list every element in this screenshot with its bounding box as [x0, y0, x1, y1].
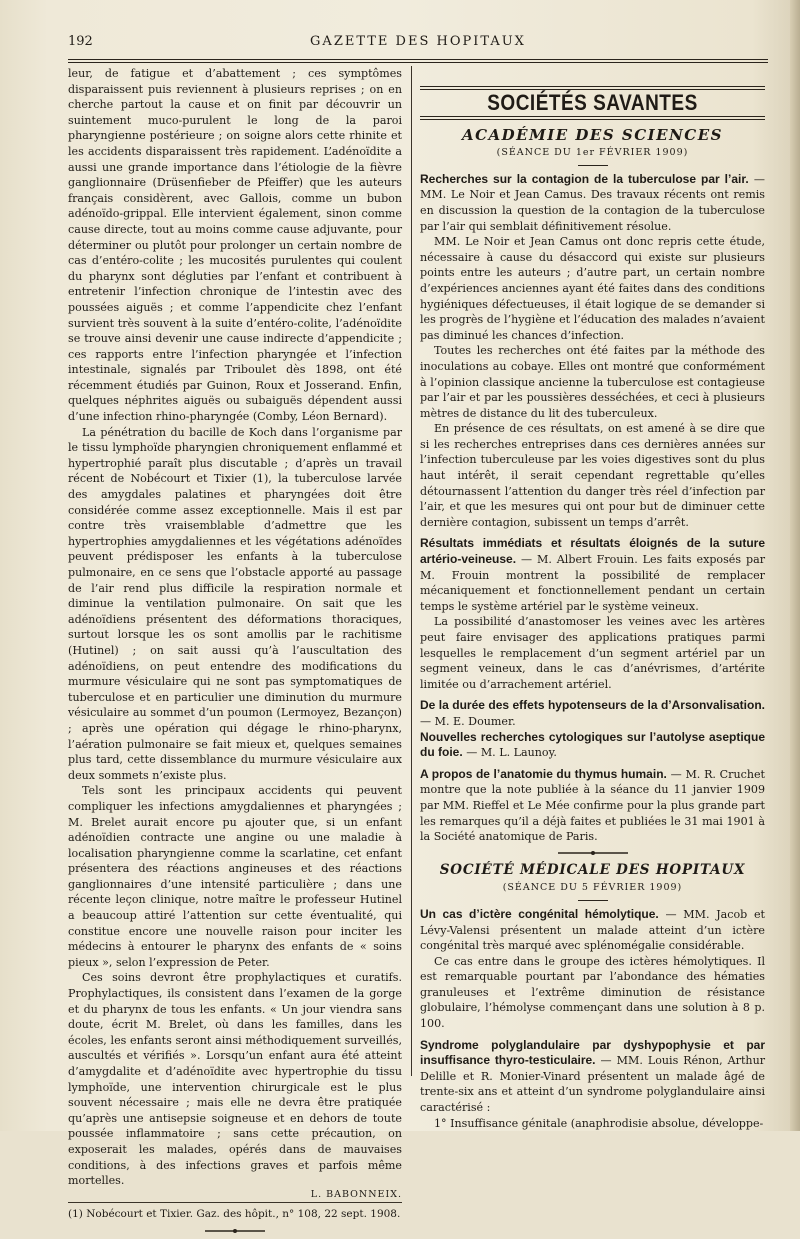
paragraph: Toutes les recherches ont été faites par la méthode des inoculations au cobaye. Elles ont montré que conformément à l’opinion classique ancienne la tuberculose est contagieuse par l’air et par les poussières desséchées, et ceci à plusieurs mètres de distance du lit des tuberculeux.: [420, 344, 765, 420]
paragraph: leur, de fatigue et d’abattement ; ces symptômes disparaissent puis reviennent à plusieurs reprises ; on en cherche partout la cause et on finit par découvrir un suintement muco-purulent le long de la paroi pharyngienne postérieure ; on soigne alors cette rhinite et les accidents disparaissent très rapidement. L’adénoïdite a aussi une grande importance dans l’étiologie de la fièvre ganglionnaire (Drüsenfieber de Pfeiffer) que les auteurs français considèrent, avec Gallois, comme un bubon adénoïdo-grippal. Elle intervient également, sinon comme cause directe, tout au moins comme cause adjuvante, pour déterminer ou plutôt pour prolonger un certain nombre de cas d’entéro-colite ; les mucosités purulentes qui coulent du pharynx sont dégluties par l’enfant et contribuent à entretenir l’infection chronique de l’intestin avec des poussées aiguës ; et comme l’appendicite chez l’enfant survient très souvent à la suite d’entéro-colite, l’adénoïdite se trouve ainsi devenir une cause indirecte d’appendicite ; ces rapports entre l’infection pharyngée et l’infection intestinale, signalés par Triboulet dès 1898, ont été récemment étudiés par Guinon, Roux et Josserand. Enfin, quelques néphrites aiguës ou subaiguës dépendent aussi d’une infection rhino-pharyngée (Comby, Léon Bernard).: [68, 67, 402, 424]
society-title: SOCIÉTÉ MÉDICALE DES HOPITAUX: [439, 861, 746, 878]
short-rule: [578, 165, 608, 166]
page-edge: [790, 0, 800, 1131]
paragraph: La pénétration du bacille de Koch dans l’organisme par le tissu lymphoïde pharyngien chroniquement enflammé et hypertrophié paraît plus discutable ; d’après un travail récent de Nobécourt et Tixier (1), la tuberculose larvée des amygdales palatines et pharyngées doit être considérée comme assez exceptionnelle. Mais il est par contre très vraisemblable d’admettre que les hypertrophies amygdaliennes et les végétations adénoïdes peuvent prédisposer les enfants à la tuberculose pulmonaire, en ce sens que l’obstacle apporté au passage de l’air rend plus difficile la respiration normale et diminue la ventilation pulmonaire. On sait que les adénoïdiens présentent des déformations thoraciques, surtout lorsque les os sont amollis par le rachitisme (Hutinel) ; on sait aussi qu’à l’auscultation des adénoïdiens, on peut entendre des modifications du murmure vésiculaire qui ne sont pas symptomatiques de tuberculose et en particulier une diminution du murmure vésiculaire au sommet d’un poumon (Lermoyez, Bezançon) ; après une opération qui dégage le rhino-pharynx, l’aération pulmonaire se fait mieux et, quelques semaines plus tard, cette dissemblance du murmure vésiculaire aux deux sommets n’existe plus.: [68, 425, 402, 782]
article-body: — M. L. Launoy.: [466, 746, 557, 760]
header-rule-2: [68, 62, 768, 63]
article-title: Nouvelles recherches cytologiques sur l’autolyse aseptique du foie.: [420, 729, 765, 760]
paragraph: En présence de ces résultats, on est amené à se dire que si les recherches entreprises dans ces dernières années sur l’infection tuberculeuse par les voies digestives sont du plus haut intérêt, il serait cependant regrettable qu’elles détournassent l’attention du danger très réel d’infection par l’air, et que les mesures qui ont pour but de diminuer cette dernière contagion, subissent un temps d’arrêt.: [420, 422, 765, 529]
seance-date: (SÉANCE DU 1er FÉVRIER 1909): [496, 147, 689, 159]
paragraph: Ces soins devront être prophylactiques et curatifs. Prophylactiques, ils consistent dans l’examen de la gorge et du pharynx de tous les enfants. « Un jour viendra sans doute, écrit M. Brelet, où dans les familles, dans les écoles, les enfants seront ainsi méthodiquement surveillés, auscultés et vérifiés ». Lorsqu’un enfant aura été atteint d’amygdalite et d’adénoïdite avec hypertrophie du tissu lymphoïde, une intervention chirurgicale est le plus souvent nécessaire ; mais elle ne devra être pratiquée qu’après une antisepsie soigneuse et en dehors de toute poussée inflammatoire ; sans cette précaution, on exposerait les malades, opérés dans de mauvaises conditions, à des infections graves et parfois même mortelles.: [68, 971, 402, 1188]
article-body: — MM. Louis Rénon, Arthur Delille et R. Monier-Vinard présentent un malade âgé de trente-six ans et atteint d’un syndrome polyglandulaire ainsi caractérisé :: [420, 1054, 766, 1115]
article-title: Syndrome polyglandulaire par dyshypophysie et par insuffisance thyro-testiculaire.: [420, 1037, 765, 1068]
article-title: A propos de l’anatomie du thymus humain.: [420, 766, 667, 781]
article-body: — M. Albert Frouin. Les faits exposés par M. Frouin montrent la possibilité de remplacer mécaniquement et fonctionnellement pendant un certain temps le système artériel par le système veineux.: [420, 553, 766, 613]
paragraph: La possibilité d’anastomoser les veines avec les artères peut faire envisager des applications pratiques parmi lesquelles le remplacement d’un segment artériel par un segment veineux, dans le cas d’anévrismes, d’artérite limitée ou d’arrachement artériel.: [420, 615, 765, 691]
article-body: — MM. Jacob et Lévy-Valensi présentent un malade atteint d’un ictère congénital très marqué avec splénomégalie considérable.: [420, 907, 765, 953]
paragraph: MM. Le Noir et Jean Camus ont donc repris cette étude, nécessaire à cause du désaccord qui existe sur plusieurs points entre les auteurs ; d’autre part, un certain nombre d’expériences anciennes ayant été faites dans des conditions hygiéniques défectueuses, il était logique de se demander si les progrès de l’hygiène et l’éducation des malades n’avaient pas diminué les chances d’infection.: [420, 235, 765, 342]
journal-title: GAZETTE DES HOPITAUX: [310, 34, 526, 49]
article-body: — M. E. Doumer.: [420, 714, 516, 728]
article-title: De la durée des effets hypotenseurs de la d’Arsonvalisation.: [420, 698, 765, 713]
right-column: [420, 82, 765, 1131]
footnote: (1) Nobécourt et Tixier. Gaz. des hôpit., n° 108, 22 sept. 1908.: [68, 1202, 402, 1223]
left-column: [68, 66, 402, 1239]
paragraph: Ce cas entre dans le groupe des ictères hémolytiques. Il est remarquable pourtant par l’abondance des hématies granuleuses et l’extrême diminution de résistance globulaire, l’hémolyse commençant dans une solution à 8 p. 100.: [420, 954, 765, 1031]
article-title: Recherches sur la contagion de la tuberculose par l’air.: [420, 171, 749, 186]
article-title: Résultats immédiats et résultats éloignés de la suture artério-veineuse.: [420, 536, 765, 567]
article-body: — M. R. Cruchet montre que la note publiée à la séance du 11 janvier 1909 par MM. Rieffel et Le Mée confirme pour la plus grande part les remarques qu’il a déjà faites et publiées le 31 mai 1901 à la Société anatomique de Paris.: [420, 767, 766, 844]
section-bottom-rule: [420, 116, 765, 120]
seance-date: (SÉANCE DU 5 FÉVRIER 1909): [502, 882, 683, 894]
author-signature: L. BABONNEIX.: [310, 1188, 402, 1200]
short-rule: [578, 900, 608, 901]
section-top-rule: [420, 86, 765, 90]
ornament: [420, 849, 765, 857]
ornament-line-icon: [558, 850, 628, 856]
paragraph: Tels sont les principaux accidents qui peuvent compliquer les infections amygdaliennes et pharyngées ; M. Brelet aurait encore pu ajouter que, si un enfant adénoïdien contracte une angine ou une maladie à localisation pharyngienne comme la scarlatine, cet enfant présentera des réactions angineuses et des réactions ganglionnaires d’une intensité particulière ; dans une récente leçon clinique, notre maître le professeur Hutinel a beaucoup attiré l’attention sur cette éventualité, qui constitue encore une nouvelle raison pour inciter les médecins à entourer le pharynx des enfants de « soins pieux », selon l’expression de Peter.: [68, 784, 402, 969]
article-body: — MM. Le Noir et Jean Camus. Des travaux récents ont remis en discussion la question de la contagion de la tuberculose par l’air qui semblait définitivement résolue.: [420, 172, 765, 233]
society-title: ACADÉMIE DES SCIENCES: [461, 125, 724, 144]
column-divider: [411, 66, 412, 1076]
page-number: 192: [68, 34, 93, 49]
paragraph: 1° Insuffisance génitale (anaphrodisie absolue, développe-: [434, 1116, 764, 1130]
page-header: [68, 34, 768, 54]
section-title: SOCIÉTÉS SAVANTES: [487, 91, 698, 116]
ornament: [68, 1227, 402, 1235]
header-rule: [68, 59, 768, 60]
ornament-line-icon: [205, 1228, 265, 1234]
article-title: Un cas d’ictère congénital hémolytique.: [420, 906, 659, 921]
